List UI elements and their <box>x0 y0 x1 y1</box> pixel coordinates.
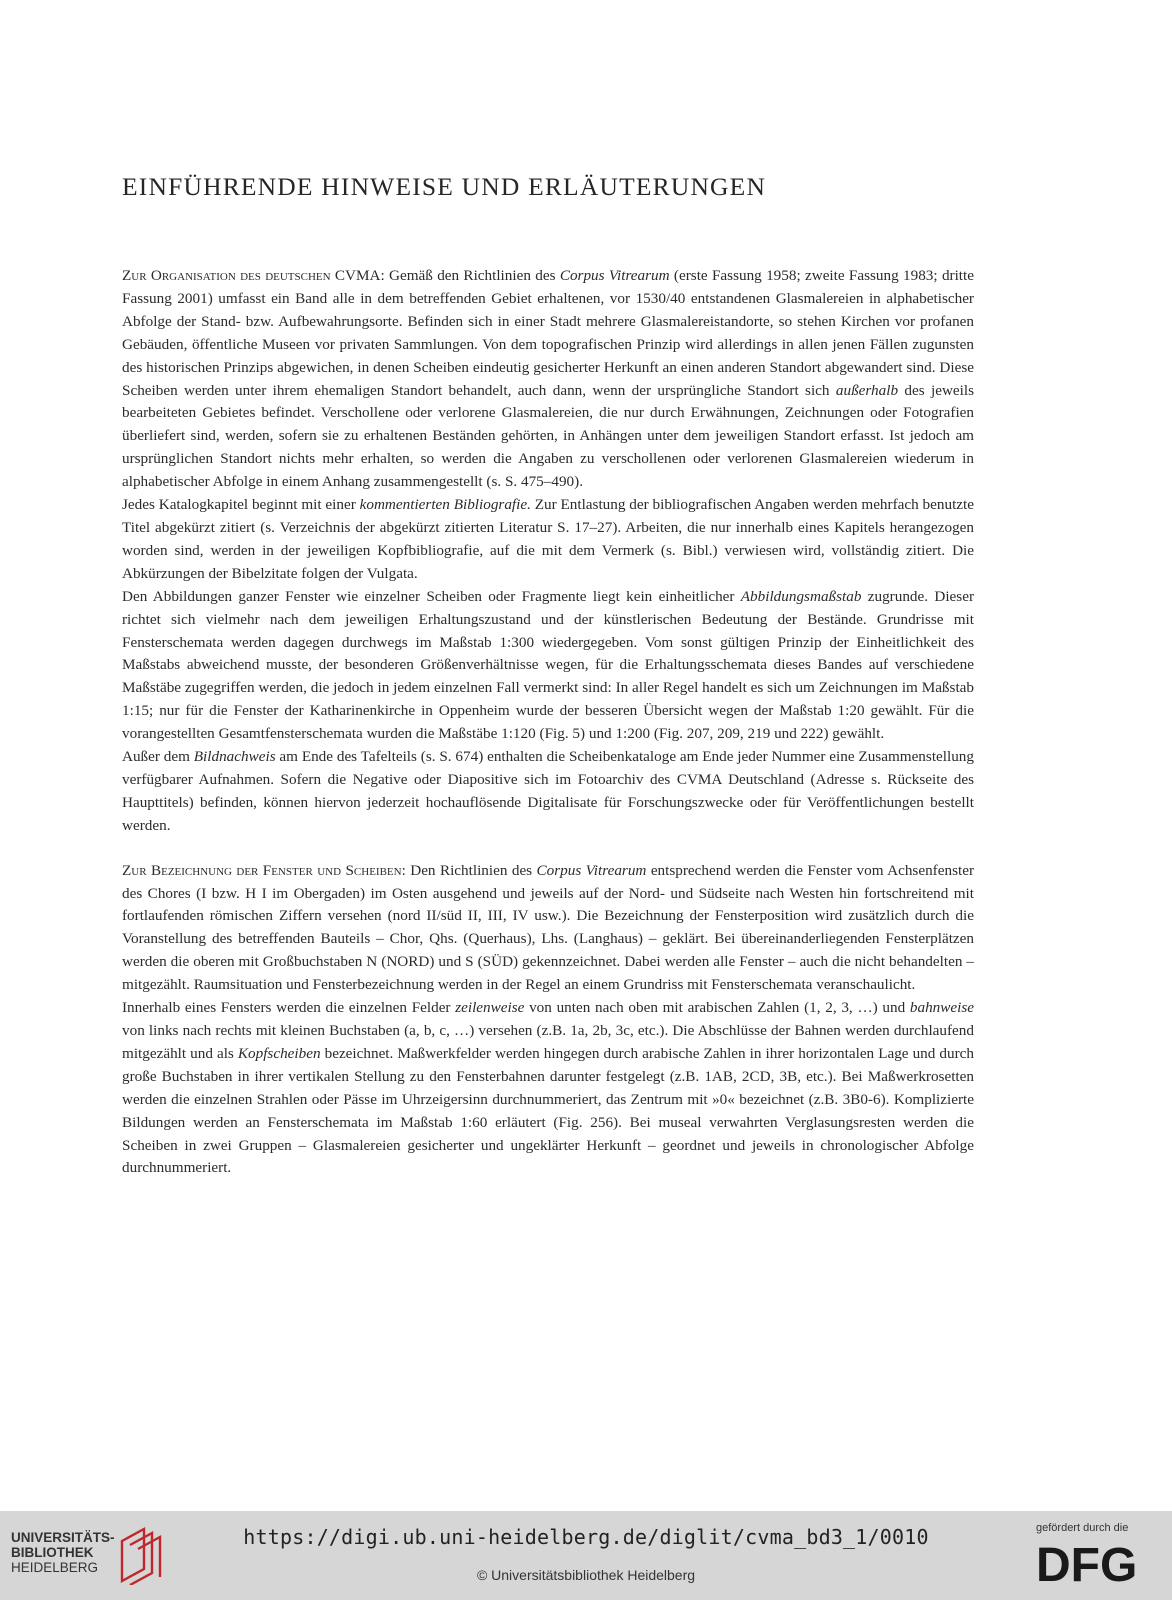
paragraph-bildnachweis: Außer dem Bildnachweis am Ende des Tafelteils (s. S. 674) enthalten die Scheibenkataloge am Ende jeder Nummer eine Zusammenstellung verfügbarer Aufnahmen. Sofern die Negative oder Diapositive sich im Fotoarchiv des CVMA Deutschland (Adresse s. Rückseite des Haupttitels) befinden, können hiervon jederzeit hochauflösende Digitalisate für Forschungszwecke oder für Veröffentlichungen bestellt werden. <box>122 748 974 834</box>
permalink-url[interactable]: https://digi.ub.uni-heidelberg.de/diglit/cvma_bd3_1/0010 <box>243 1525 929 1549</box>
funding-note: gefördert durch die <box>1036 1522 1129 1534</box>
copyright-notice: © Universitätsbibliothek Heidelberg <box>476 1567 696 1583</box>
footer-bar <box>0 1511 1172 1600</box>
paragraph-bibliografie: Jedes Katalogkapitel beginnt mit einer kommentierten Bibliografie. Zur Entlastung der bibliografischen Angaben werden mehrfach benutzte Titel abgekürzt zitiert (s. Verzeichnis der abgekürzt zitierten Literatur S. 17–27). Arbeiten, die nur innerhalb eines Kapitels herangezogen worden sind, werden in der jeweiligen Kopfbibliografie, auf die mit dem Vermerk (s. Bibl.) verwiesen wird, vollständig zitiert. Die Abkürzungen der Bibelzitate folgen der Vulgata. <box>122 496 974 582</box>
paragraph-felder: Innerhalb eines Fensters werden die einzelnen Felder zeilenweise von unten nach oben mit arabischen Zahlen (1, 2, 3, …) und bahnweise von links nach rechts mit kleinen Buchstaben (a, b, c, …) versehen (z.B. 1a, 2b, 3c, etc.). Die Abschlüsse der Bahnen werden durchlaufend mitgezählt und als Kopfscheiben bezeichnet. Maßwerkfelder werden hingegen durch arabische Zahlen in ihrer horizontalen Lage und durch große Buchstaben in ihrer vertikalen Stellung zu den Fensterbahnen darunter festgelegt (z.B. 1AB, 2CD, 3B, etc.). Bei Maßwerkrosetten werden die einzelnen Strahlen oder Pässe im Uhrzeigersinn durchnummeriert, das Zentrum mit »0« bezeichnet (z.B. 3B0-6). Komplizierte Bildungen werden an Fensterschemata im Maßstab 1:60 erläutert (Fig. 256). Bei museal verwahrten Verglasungsresten werden die Scheiben in zwei Gruppen – Glasmalereien gesicherter und ungeklärter Herkunft – geordnet und jeweils in chronologischer Abfolge durchnummeriert. <box>122 999 975 1177</box>
paragraph-organisation: Zur Organisation des deutschen CVMA: Gemäß den Richtlinien des Corpus Vitrearum (erste Fassung 1958; zweite Fassung 1983; dritte Fassung 2001) umfasst ein Band alle in dem betreffenden Gebiet erhaltenen, vor 1530/40 entstandenen Glasmalereien in alphabetischer Abfolge der Stand- bzw. Aufbewahrungsorte. Befinden sich in einer Stadt mehrere Glasmalereistandorte, so stehen Kirchen vor profanen Gebäuden, öffentliche Museen vor privaten Sammlungen. Von dem topografischen Prinzip wird allerdings in allen jenen Fällen zugunsten des historischen Prinzips abgewichen, in denen Scheiben eindeutig gesicherter Herkunft an einen anderen Standort abgewandert sind. Diese Scheiben werden unter ihrem ehemaligen Standort behandelt, auch dann, wenn der ursprüngliche Standort sich außerhalb des jeweils bearbeiteten Gebietes befindet. Verschollene oder verlorene Glasmalereien, die nur durch Erwähnungen, Zeichnungen oder Fotografien überliefert sind, werden, sofern sie zu erhaltenen Beständen gehörten, in Anhängen unter dem jeweiligen Standort erfasst. Ist jedoch am ursprünglichen Standort nichts mehr erhalten, so werden die Angaben zu verschollenen oder verlorenen Glasmalereien wiederum in alphabetischer Abfolge in einem Anhang zusammengestellt (s. S. 475–490). <box>122 267 975 491</box>
svg-text:DFG: DFG <box>1036 1539 1138 1587</box>
paragraph-bezeichnung: Zur Bezeichnung der Fenster und Scheiben: Den Richtlinien des Corpus Vitrearum entsprechend werden die Fenster vom Achsenfenster des Chores (I bzw. H I im Obergaden) im Osten ausgehend und jeweils auf der Nord- und Südseite nach Westen hin fortschreitend mit fortlaufenden römischen Ziffern versehen (nord II/süd II, III, IV usw.). Die Bezeichnung der Fensterposition wird zusätzlich durch die Voranstellung des betreffenden Bauteils – Chor, Qhs. (Querhaus), Lhs. (Langhaus) – geklärt. Bei übereinanderliegenden Fensterplätzen werden die oberen mit Großbuchstaben N (NORD) und S (SÜD) gekennzeichnet. Dabei werden alle Fenster – auch die nicht behandelten – mitgezählt. Raumsituation und Fensterbezeichnung werden in der Regel an einem Grundriss mit Fensterschemata veranschaulicht. <box>122 861 974 994</box>
paragraph-abbildungsmassstab: Den Abbildungen ganzer Fenster wie einzelner Scheiben oder Fragmente liegt kein einheitlicher Abbildungsmaßstab zugrunde. Dieser richtet sich vielmehr nach dem jeweiligen Erhaltungszustand und der künstlerischen Bedeutung der Bestände. Grundrisse mit Fensterschemata werden dagegen durchwegs im Maßstab 1:300 wiedergegeben. Vom sonst gültigen Prinzip der Einheitlichkeit des Maßstabs abweichend musste, der besonderen Größenverhältnisse wegen, für die Erhaltungsschemata dieses Bandes auf verschiedene Maßstäbe zugegriffen werden, die jedoch in jedem einzelnen Fall vermerkt sind: In aller Regel handelt es sich um Zeichnungen im Maßstab 1:15; nur für die Fenster der Katharinenkirche in Oppenheim wurde der besseren Übersicht wegen der Maßstab 1:20 gewählt. Für die vorangestellten Gesamtfensterschemata wurden die Maßstäbe 1:120 (Fig. 5) und 1:200 (Fig. 207, 209, 219 und 222) gewählt. <box>122 587 974 743</box>
section-heading-organisation: Zur Organisation des deutschen CVMA: <box>122 267 385 284</box>
main-text <box>122 265 974 1180</box>
dfg-logo-icon <box>1036 1537 1148 1587</box>
section-heading-bezeichnung: Zur Bezeichnung der Fenster und Scheiben: <box>122 861 406 879</box>
library-name: UNIVERSITÄTS- BIBLIOTHEK HEIDELBERG <box>11 1530 115 1575</box>
page-title: EINFÜHRENDE HINWEISE UND ERLÄUTERUNGEN <box>122 172 767 201</box>
